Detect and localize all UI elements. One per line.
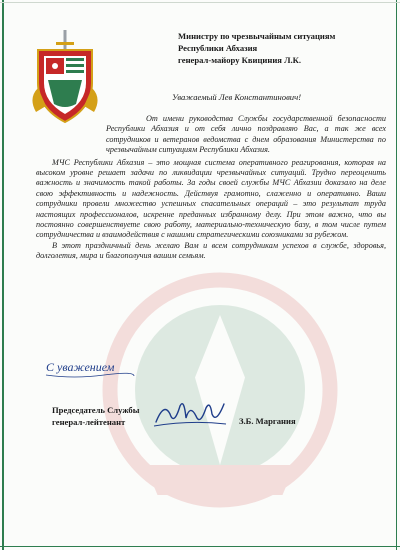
watermark-emblem-icon	[95, 265, 345, 515]
letter-body	[36, 100, 386, 262]
right-frame-line	[396, 0, 398, 550]
closing-handwritten: С уважением	[46, 360, 115, 374]
bottom-frame-line	[0, 546, 400, 548]
signatory-name: З.Б. Маргания	[239, 416, 296, 426]
paragraph-2: МЧС Республики Абхазия – это мощная система оперативного реагирования, которая на высоком уровне решает задачи по ликвидации чрезвычайных ситуаций. Трудно переоценить важность и значимость такой работы. За годы своей службы МЧС Абхазии доказало на деле свою эффективность и надежность. Действуя грамотно, слаженно и оперативно. Ваши сотрудники провели множество успешных спасательных операций – это результат труда настоящих профессионалов, искренне преданных избранному делу. При этом важно, что вы постоянно совершенствуете свою работу, материально-техническую базу, в том числе путем сотрудничества и взаимодействия с нашими стратегическими союзниками за рубежом.	[36, 157, 386, 240]
left-frame-line	[2, 0, 4, 550]
paragraph-1: От имени руководства Службы государственной безопасности Республики Абхазия и от себя лично поздравляю Вас, а так же всех сотрудников и ветеранов ведомства с днем образования Министерства по чрезвычайным ситуациям Республики Абхазия.	[106, 114, 386, 155]
signatory-title-line-2: генерал-лейтенант	[52, 416, 126, 427]
addressee-line-3: генерал-майору Квициния Л.К.	[178, 55, 302, 65]
closing-underline	[44, 372, 136, 380]
signature-icon	[150, 396, 230, 430]
greeting: Уважаемый Лев Константинович!	[172, 92, 302, 102]
signatory-title	[52, 405, 139, 428]
signatory-title-line-1: Председатель Службы	[52, 405, 140, 415]
addressee-line-2: Республики Абхазия	[178, 43, 258, 53]
addressee-block	[178, 30, 388, 66]
top-frame-line	[0, 2, 400, 3]
paragraph-3: В этот праздничный день желаю Вам и всем сотрудникам успехов в службе, здоровья, долголетия, мира и благополучия вашим семьям.	[36, 240, 386, 261]
addressee-line-1: Министру по чрезвычайным ситуациям	[178, 31, 336, 41]
